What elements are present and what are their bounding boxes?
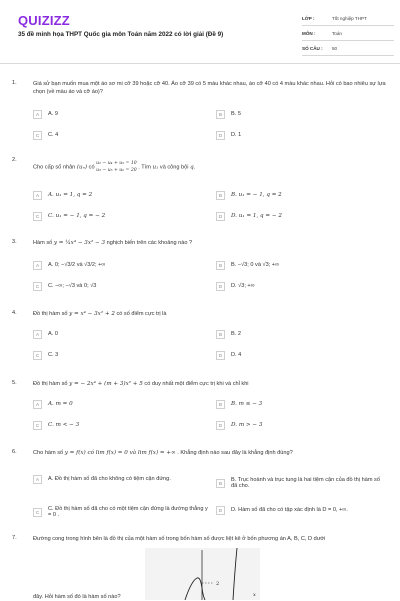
document-title: 35 đề minh họa THPT Quốc gia môn Toán năm 2022 có lời giải (Đề 9) [18, 31, 224, 38]
question-number: 4. [12, 310, 17, 316]
option-d[interactable] [216, 505, 388, 516]
meta-key: MÔN : [302, 30, 316, 36]
meta-key: SỐ CÂU : [302, 45, 323, 51]
question-number: 2. [12, 157, 17, 163]
option-c[interactable] [33, 350, 58, 361]
question-text [33, 449, 388, 457]
meta-row-class [302, 11, 394, 26]
option-letter-box: D [216, 351, 225, 360]
option-letter-box: A [33, 330, 42, 339]
question-text [33, 239, 388, 247]
option-d[interactable] [216, 211, 282, 222]
option-b[interactable] [216, 109, 241, 120]
math-var: (uₙ) [76, 164, 88, 171]
question-text-part: nghịch biến trên các khoảng nào ? [106, 240, 193, 246]
question-text-part: Cho cấp số nhân [33, 164, 76, 171]
option-letter-box: C [33, 421, 42, 430]
option-letter-box: A [33, 191, 42, 200]
page-header [0, 0, 400, 62]
question-number: 7. [12, 535, 17, 541]
option-letter-box: B [216, 110, 225, 119]
option-text: C. m < − 3 [48, 422, 80, 429]
option-text: A. u₁ = 1, q = 2 [48, 192, 93, 199]
equation-system [96, 160, 137, 174]
option-d[interactable] [216, 130, 241, 141]
option-text: B. 5 [231, 111, 241, 118]
option-letter-box: A [33, 110, 42, 119]
question-text-part: Đồ thị hàm số [33, 311, 68, 317]
question-text: Đường cong trong hình bên là đồ thị của một hàm số trong bốn hàm số được liệt kê ở bốn phương án A, B, C, D dưới [33, 536, 326, 542]
meta-value: 50 [332, 45, 338, 51]
graph-y-label: 2 [216, 581, 220, 587]
question-number: 5. [12, 380, 17, 386]
option-letter-box: A [33, 261, 42, 270]
meta-table [302, 11, 394, 56]
option-letter-box: B [216, 479, 225, 488]
option-text: A. 0; −√3/2 và √3/2; +∞ [48, 262, 106, 269]
option-letter-box: C [33, 351, 42, 360]
option-text: A. 9 [48, 111, 58, 118]
option-b[interactable] [216, 474, 381, 492]
meta-value: Toán [332, 30, 342, 36]
math-expression: y = f(x) có lim f(x) = 0 và lim f(x) = +∞ [64, 450, 176, 456]
option-letter-box: A [33, 400, 42, 409]
option-letter-box: B [216, 261, 225, 270]
question-number: 6. [12, 449, 17, 455]
option-letter-box: C [33, 282, 42, 291]
meta-key: LỚP : [302, 15, 315, 21]
option-a[interactable] [33, 474, 213, 485]
option-text: A. Đồ thị hàm số đã cho không có tiệm cận đứng. [48, 476, 171, 483]
question-text-part: có duy nhất một điểm cực trị khi và chỉ khi [144, 381, 249, 387]
option-d[interactable] [216, 420, 262, 431]
meta-value: Tốt nghiệp THPT [332, 15, 367, 21]
question-text-part: có [88, 164, 95, 171]
question-text-continued: đây. Hỏi hàm số đó là hàm số nào? [33, 594, 121, 600]
option-c[interactable] [33, 211, 105, 222]
option-d[interactable] [216, 350, 241, 361]
option-text: B. m ≤ − 3 [231, 401, 263, 408]
option-c[interactable] [33, 503, 208, 521]
question-text [33, 380, 388, 388]
question-text: Giá sử bạn muốn mua một áo sơ mi cỡ 39 hoặc cỡ 40. Áo cỡ 39 có 5 màu khác nhau, áo cỡ 40 có 4 màu khác nhau. Hỏi có bao nhiêu sự lựa chọn (về màu áo và cỡ áo)? [33, 81, 386, 95]
function-graph [145, 548, 260, 600]
option-b[interactable] [216, 190, 282, 201]
option-letter-box: B [216, 400, 225, 409]
option-text: A. m = 0 [48, 401, 73, 408]
option-b[interactable] [216, 399, 262, 410]
option-letter-box: D [216, 421, 225, 430]
option-text: B. u₁ = − 1, q = 2 [231, 192, 282, 199]
option-a[interactable] [33, 399, 73, 410]
option-letter-box: D [216, 506, 225, 515]
math-var: q. [190, 164, 196, 171]
option-text: D. 1 [231, 132, 242, 139]
option-letter-box: C [33, 508, 42, 517]
option-c[interactable] [33, 420, 79, 431]
quizizz-logo: QUIZIZZ [18, 13, 70, 28]
option-text: B. Trục hoành và trục tung là hai tiệm cận của đồ thị hàm số đã cho. [231, 476, 380, 489]
option-text: C. Đồ thị hàm số đã cho có một tiệm cận đứng là đường thẳng y = 0 . [48, 505, 208, 518]
question-text-part: . Tìm [138, 164, 151, 171]
option-d[interactable] [216, 281, 255, 292]
question-text-part: và công bội [159, 164, 189, 171]
math-expression: y = − 2x⁴ + (m + 3)x² + 5 [69, 381, 143, 387]
option-a[interactable] [33, 109, 58, 120]
question-number: 3. [12, 239, 17, 245]
option-a[interactable] [33, 260, 105, 271]
option-letter-box: C [33, 212, 42, 221]
option-letter-box: C [33, 131, 42, 140]
option-letter-box: D [216, 282, 225, 291]
math-var: u₁ [152, 164, 159, 171]
math-expression: y = x⁴ − 3x² + 2 [69, 311, 115, 317]
option-text: B. 2 [231, 331, 241, 338]
meta-row-subject [302, 26, 394, 41]
option-text: D. √3; +∞ [231, 283, 255, 290]
question-text-part: Hàm số [33, 240, 53, 246]
option-text: C. 4 [48, 132, 59, 139]
option-b[interactable] [216, 329, 241, 340]
equation-line: u₃ − u₅ + u₆ = 20 [96, 168, 137, 173]
question-text-part: . Khẳng định nào sau đây là khẳng định đúng? [177, 450, 293, 456]
option-letter-box: A [33, 475, 42, 484]
graph-x-label: x [253, 592, 256, 598]
header-divider [0, 63, 400, 64]
option-letter-box: D [216, 212, 225, 221]
option-text: D. m > − 3 [231, 422, 263, 429]
option-a[interactable] [33, 329, 58, 340]
math-expression: y = ¼x⁴ − 3x² − 3 [53, 240, 106, 246]
option-letter-box: B [216, 191, 225, 200]
option-text: A. 0 [48, 331, 58, 338]
option-a[interactable] [33, 190, 92, 201]
option-text: C. −∞; −√3 và 0; √3 [48, 283, 97, 290]
option-letter-box: B [216, 330, 225, 339]
option-text: D. Hàm số đã cho có tập xác định là D = 0, +∞. [231, 507, 348, 514]
meta-row-count [302, 41, 394, 56]
option-text: C. u₁ = − 1, q = − 2 [48, 213, 106, 220]
option-text: D. 4 [231, 352, 242, 359]
option-letter-box: D [216, 131, 225, 140]
equation-line: u₂ − u₄ + u₅ = 10 [96, 161, 137, 166]
question-text [33, 310, 388, 318]
question-text-part: Cho hàm số [33, 450, 64, 456]
option-b[interactable] [216, 260, 279, 271]
option-c[interactable] [33, 281, 96, 292]
question-text-part: có số điểm cực trị là [116, 311, 167, 317]
question-text [33, 160, 388, 174]
option-text: D. u₁ = 1, q = − 2 [231, 213, 282, 220]
question-number: 1. [12, 80, 17, 86]
option-text: B. −√3; 0 và √3; +∞ [231, 262, 280, 269]
option-c[interactable] [33, 130, 58, 141]
option-text: C. 3 [48, 352, 59, 359]
question-text-part: Đồ thị hàm số [33, 381, 68, 387]
